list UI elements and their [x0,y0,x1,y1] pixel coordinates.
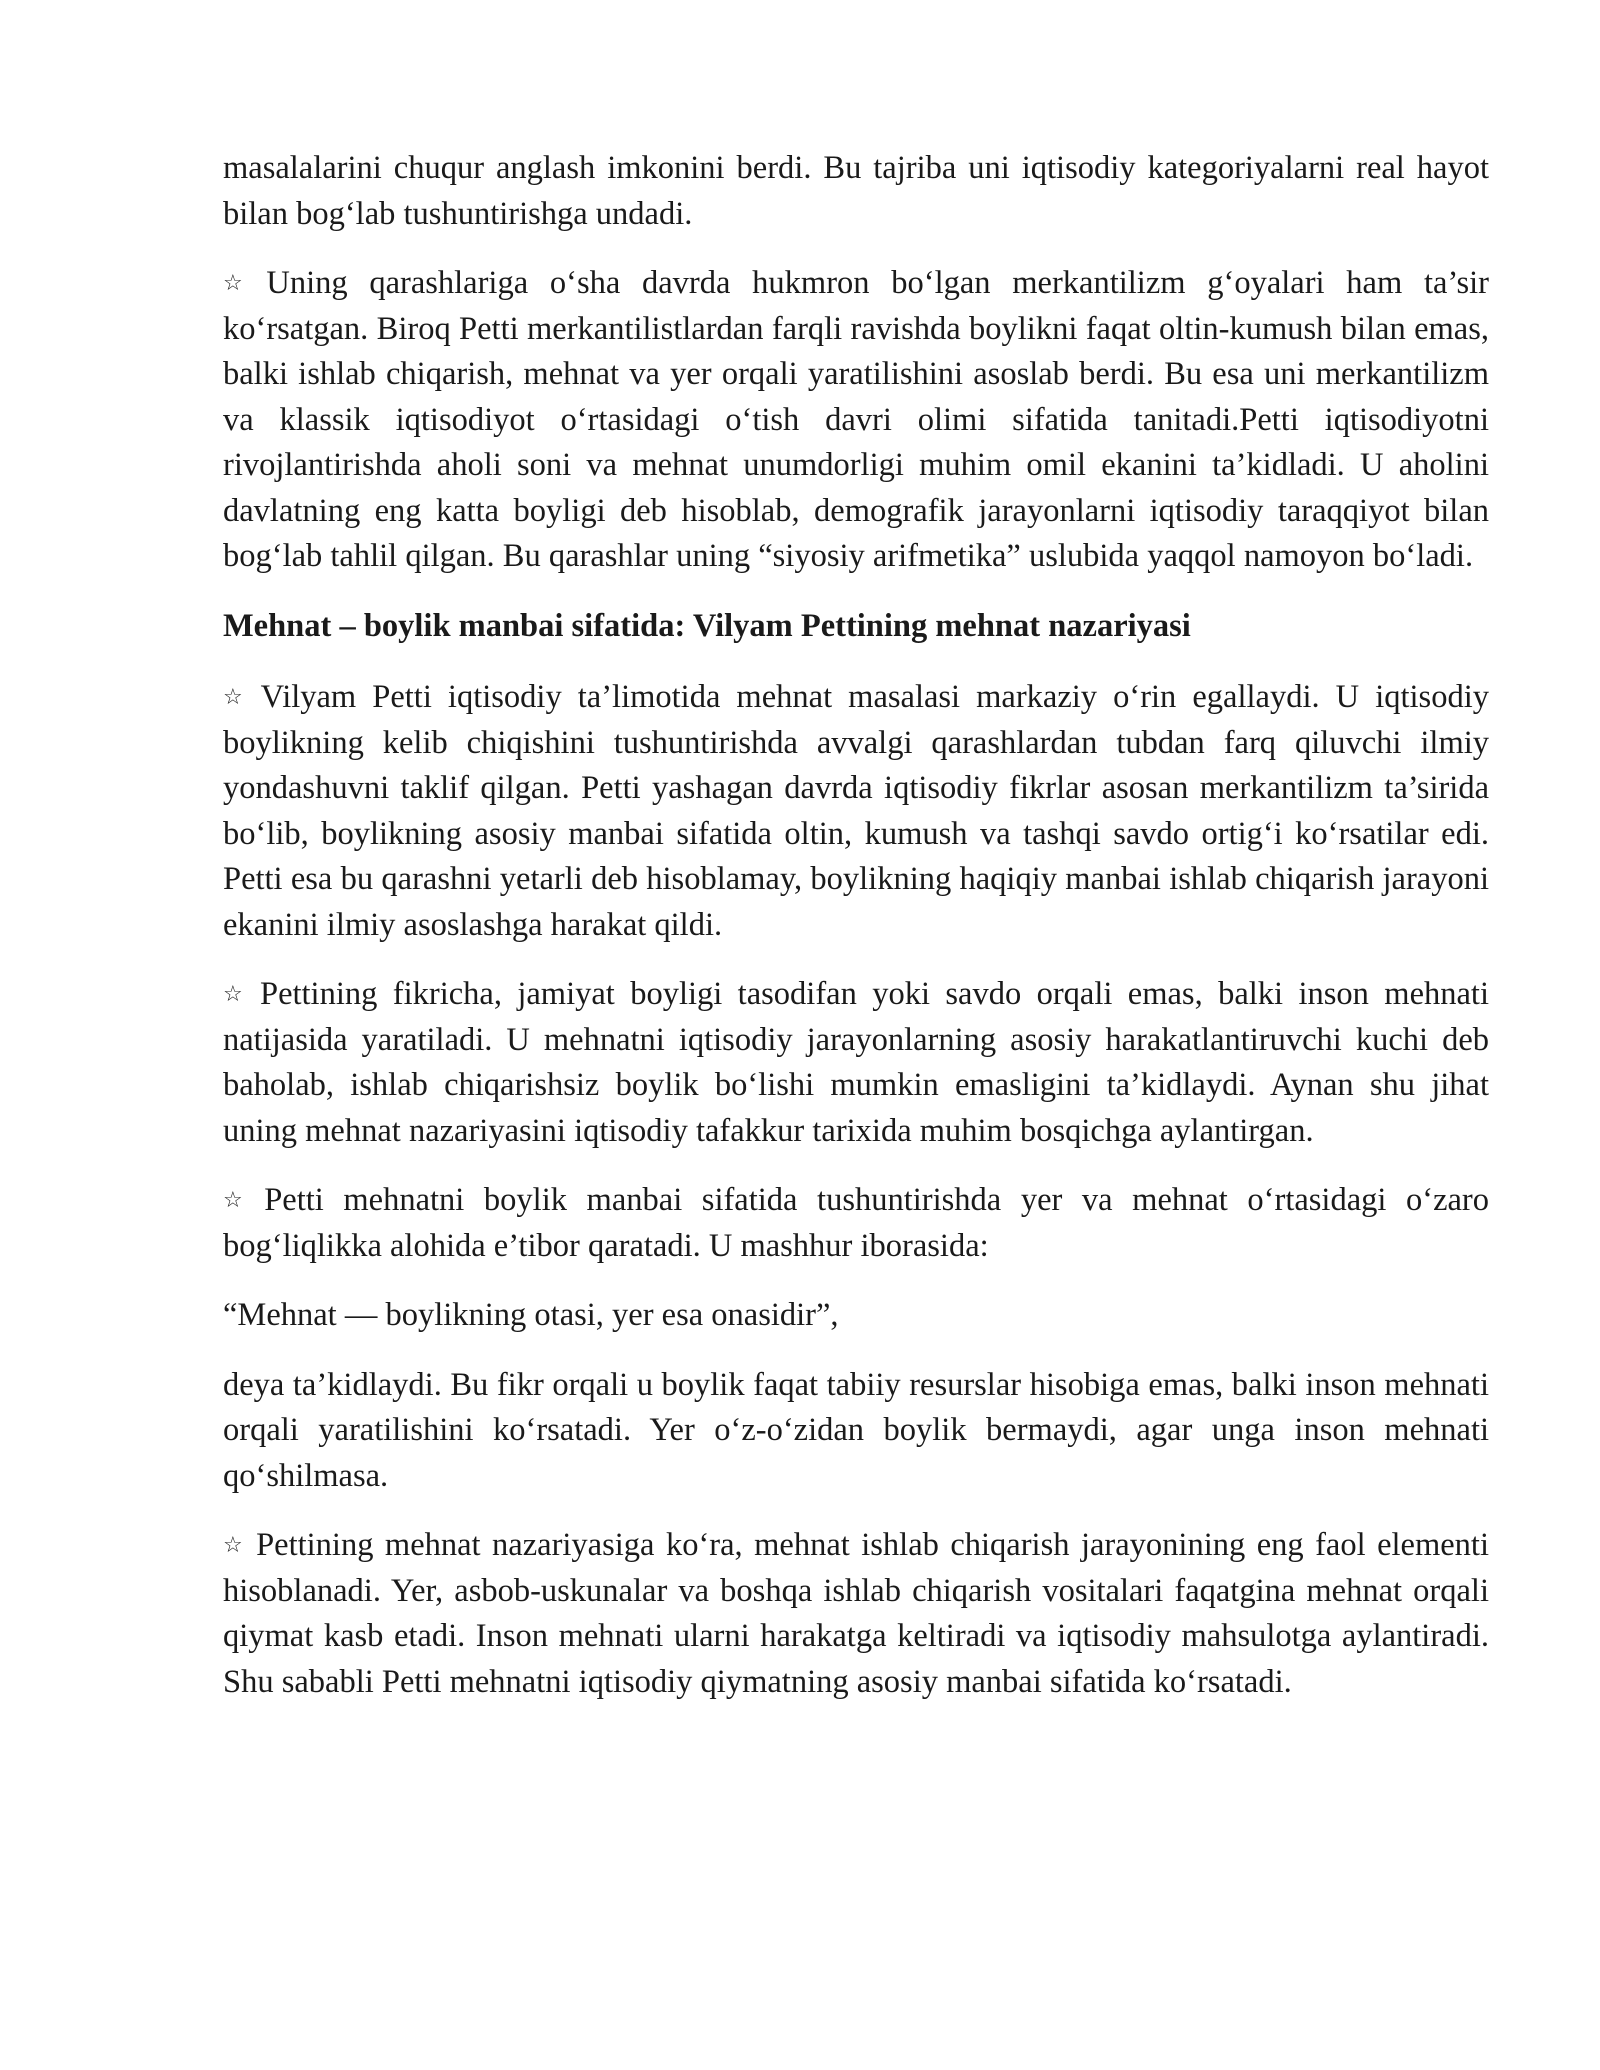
star-bullet-icon: ☆ [223,1533,247,1558]
intro-paragraph: masalalarini chuqur anglash imkonini berdi. Bu tajriba uni iqtisodiy kategoriyalarni real hayot bilan bog‘lab tushuntirishga undadi. [223,150,1489,232]
paragraph-text: Vilyam Petti iqtisodiy ta’limotida mehnat masalasi markaziy o‘rin egallaydi. U iqtisodiy boylikning kelib chiqishini tushuntirishda avvalgi qarashlardan tubdan farq qiluvchi ilmiy yondashuvni taklif qilgan. Petti yashagan davrda iqtisodiy fikrlar asosan merkantilizm ta’sirida bo‘lib, boylikning asosiy manbai sifatida oltin, kumush va tashqi savdo ortig‘i ko‘rsatilar edi. Petti esa bu qarashni yetarli deb hisoblamay, boylikning haqiqiy manbai ishlab chiqarish jarayoni ekanini ilmiy asoslashga harakat qildi. [223,679,1489,943]
paragraph-yer-va-mehnat [223,1178,1489,1269]
paragraph-mehnat-markaziy [223,675,1489,948]
paragraph-jamiyat-boyligi [223,972,1489,1154]
section-heading: Mehnat – boylik manbai sifatida: Vilyam Pettining mehnat nazariyasi [223,607,1191,644]
paragraph-text: Petti mehnatni boylik manbai sifatida tushuntirishda yer va mehnat o‘rtasidagi o‘zaro bog‘liqlikka alohida e’tibor qaratadi. U mashhur iborasida: [223,1182,1489,1264]
star-bullet-icon: ☆ [223,1188,255,1213]
star-bullet-icon: ☆ [223,982,250,1007]
paragraph-quote-explanation: deya ta’kidlaydi. Bu fikr orqali u boylik faqat tabiiy resurslar hisobiga emas, balki inson mehnati orqali yaratilishini ko‘rsatadi. Yer o‘z-o‘zidan boylik bermaydi, agar unga inson mehnati qo‘shilmasa. [223,1366,1489,1494]
document-page [223,146,1489,1729]
paragraph-text: Uning qarashlariga o‘sha davrda hukmron bo‘lgan merkantilizm g‘oyalari ham ta’sir ko‘rsatgan. Biroq Petti merkantilistlardan farqli ravishda boylikni faqat oltin-kumush bilan emas, balki ishlab chiqarish, mehnat va yer orqali yaratilishini asoslab berdi. Bu esa uni merkantilizm va klassik iqtisodiyot o‘rtasidagi o‘tish davri olimi sifatida tanitadi.Petti iqtisodiyotni rivojlantirishda aholi soni va mehnat unumdorligi muhim omil ekanini ta’kidladi. U aholini davlatning eng katta boyligi deb hisoblab, demografik jarayonlarni iqtisodiy taraqqiyot bilan bog‘lab tahlil qilgan. Bu qarashlar uning “siyosiy arifmetika” uslubida yaqqol namoyon bo‘ladi. [223,265,1489,574]
paragraph-text: Pettining mehnat nazariyasiga ko‘ra, mehnat ishlab chiqarish jarayonining eng faol elementi hisoblanadi. Yer, asbob-uskunalar va boshqa ishlab chiqarish vositalari faqatgina mehnat orqali qiymat kasb etadi. Inson mehnati ularni harakatga keltiradi va iqtisodiy mahsulotga aylantiradi. Shu sababli Petti mehnatni iqtisodiy qiymatning asosiy manbai sifatida ko‘rsatadi. [223,1527,1489,1700]
star-bullet-icon: ☆ [223,271,257,296]
paragraph-merkantilizm [223,261,1489,580]
paragraph-text: Pettining fikricha, jamiyat boyligi tasodifan yoki savdo orqali emas, balki inson mehnati natijasida yaratiladi. U mehnatni iqtisodiy jarayonlarning asosiy harakatlantiruvchi kuchi deb baholab, ishlab chiqarishsiz boylik bo‘lishi mumkin emasligini ta’kidlaydi. Aynan shu jihat uning mehnat nazariyasini iqtisodiy tafakkur tarixida muhim bosqichga aylantirgan. [223,976,1489,1149]
famous-quote: “Mehnat — boylikning otasi, yer esa onasidir”, [223,1297,839,1333]
star-bullet-icon: ☆ [223,685,251,710]
paragraph-mehnat-nazariyasi [223,1523,1489,1705]
